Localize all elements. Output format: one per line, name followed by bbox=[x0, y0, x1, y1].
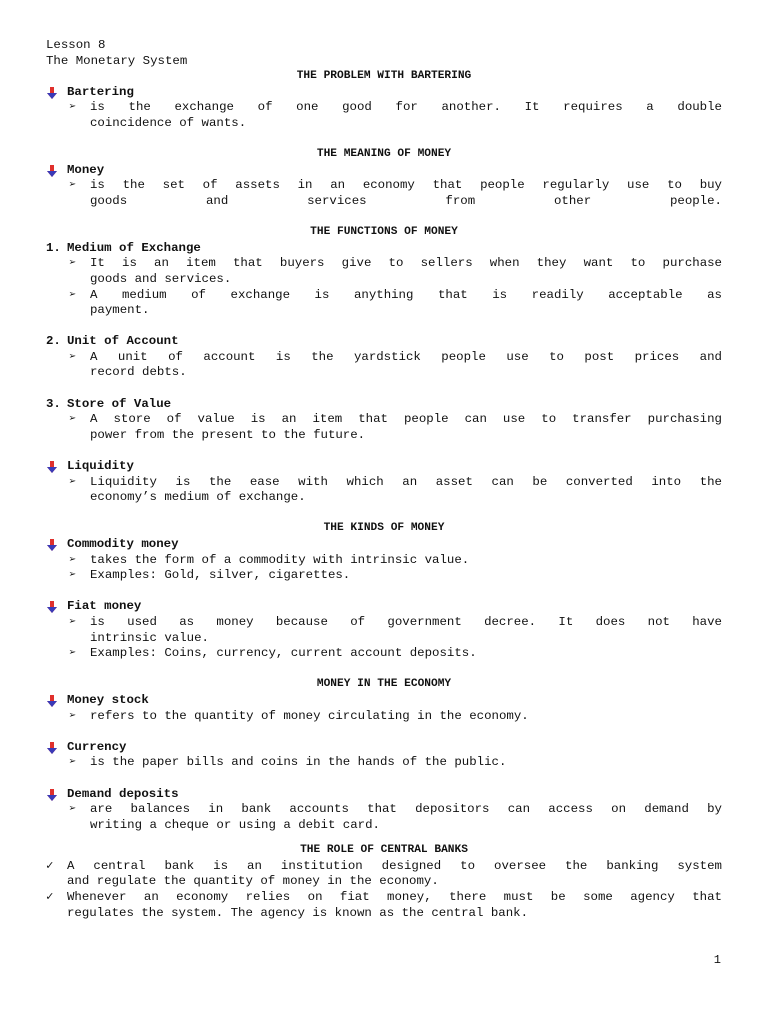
arrowhead-icon: ➢ bbox=[69, 568, 77, 583]
arrow-bullet-icon bbox=[46, 539, 58, 551]
section-heading-economy: MONEY IN THE ECONOMY bbox=[316, 678, 452, 691]
arrow-bullet-icon bbox=[46, 695, 58, 707]
checkmark-icon: ✓ bbox=[46, 858, 54, 873]
arrowhead-icon: ➢ bbox=[69, 412, 77, 427]
term-fiat-money: Fiat money bbox=[46, 599, 722, 615]
arrowhead-icon: ➢ bbox=[69, 256, 77, 271]
bullet-item: ➢ It is an item that buyers give to sellers when they want to purchase goods and services. bbox=[69, 256, 722, 286]
bullet-item: ➢ is used as money because of government decree. It does not have intrinsic value. bbox=[69, 614, 722, 645]
bullet-item: ➢ A unit of account is the yardstick people use to post prices and record debts. bbox=[69, 349, 722, 380]
term-money-stock: Money stock bbox=[46, 693, 722, 709]
bullet-item: ➢ is the exchange of one good for another. It requires a double coincidence of wants. bbox=[69, 100, 722, 130]
arrowhead-icon: ➢ bbox=[69, 100, 77, 115]
term-money: Money bbox=[46, 163, 722, 179]
arrow-bullet-icon bbox=[46, 461, 58, 473]
arrowhead-icon: ➢ bbox=[69, 552, 77, 567]
arrowhead-icon: ➢ bbox=[69, 287, 77, 302]
function-store-of-value: 3. Store of Value bbox=[46, 396, 172, 411]
check-item: ✓ A central bank is an institution designed to oversee the banking system and regulate the quantity of money in the economy. bbox=[46, 858, 722, 889]
section-heading-bartering: THE PROBLEM WITH BARTERING bbox=[296, 70, 472, 83]
arrowhead-icon: ➢ bbox=[69, 614, 77, 629]
checkmark-icon: ✓ bbox=[46, 890, 54, 905]
bullet-item: ➢ A medium of exchange is anything that is readily acceptable as payment. bbox=[69, 287, 722, 318]
bullet-item: ➢ Examples: Coins, currency, current account deposits. bbox=[69, 646, 477, 661]
term-currency: Currency bbox=[46, 740, 722, 756]
arrowhead-icon: ➢ bbox=[69, 755, 77, 770]
page-number: 1 bbox=[713, 953, 721, 967]
term-commodity-money: Commodity money bbox=[46, 537, 722, 553]
bullet-item: ➢ takes the form of a commodity with intrinsic value. bbox=[69, 552, 470, 567]
bullet-item: ➢ A store of value is an item that people can use to transfer purchasing power from the present to the future. bbox=[69, 412, 722, 442]
lesson-label: Lesson 8 bbox=[46, 38, 106, 52]
term-liquidity: Liquidity bbox=[46, 459, 722, 475]
arrowhead-icon: ➢ bbox=[69, 708, 77, 723]
arrowhead-icon: ➢ bbox=[69, 802, 77, 817]
section-heading-functions: THE FUNCTIONS OF MONEY bbox=[310, 226, 458, 239]
arrow-bullet-icon bbox=[46, 601, 58, 613]
arrow-bullet-icon bbox=[46, 742, 58, 754]
term-demand-deposits: Demand deposits bbox=[46, 787, 722, 803]
bullet-item: ➢ Liquidity is the ease with which an asset can be converted into the economy’s medium of exchange. bbox=[69, 474, 722, 505]
section-heading-kinds: THE KINDS OF MONEY bbox=[323, 522, 445, 535]
arrow-bullet-icon bbox=[46, 165, 58, 177]
lesson-title: The Monetary System bbox=[46, 53, 188, 68]
bullet-item: ➢ Examples: Gold, silver, cigarettes. bbox=[69, 568, 351, 583]
term-bartering: Bartering bbox=[46, 85, 722, 101]
function-medium-of-exchange: 1. Medium of Exchange bbox=[46, 240, 201, 255]
function-unit-of-account: 2. Unit of Account bbox=[46, 334, 179, 349]
arrowhead-icon: ➢ bbox=[69, 474, 77, 489]
check-item: ✓ Whenever an economy relies on fiat money, there must be some agency that regulates the system. The agency is known as the central bank. bbox=[46, 890, 722, 920]
section-heading-central-banks: THE ROLE OF CENTRAL BANKS bbox=[300, 844, 468, 857]
document-page bbox=[46, 38, 722, 921]
section-heading-meaning: THE MEANING OF MONEY bbox=[316, 148, 452, 161]
bullet-item: ➢ is the paper bills and coins in the hands of the public. bbox=[69, 755, 507, 770]
bullet-item: ➢ are balances in bank accounts that depositors can access on demand by writing a cheque or using a debit card. bbox=[69, 802, 722, 832]
arrowhead-icon: ➢ bbox=[69, 178, 77, 193]
arrowhead-icon: ➢ bbox=[69, 646, 77, 661]
bullet-item: ➢ refers to the quantity of money circulating in the economy. bbox=[69, 708, 529, 723]
arrow-bullet-icon bbox=[46, 87, 58, 99]
bullet-item: ➢ is the set of assets in an economy that people regularly use to buy goods and services from other people. bbox=[69, 178, 722, 208]
arrow-bullet-icon bbox=[46, 789, 58, 801]
arrowhead-icon: ➢ bbox=[69, 349, 77, 364]
